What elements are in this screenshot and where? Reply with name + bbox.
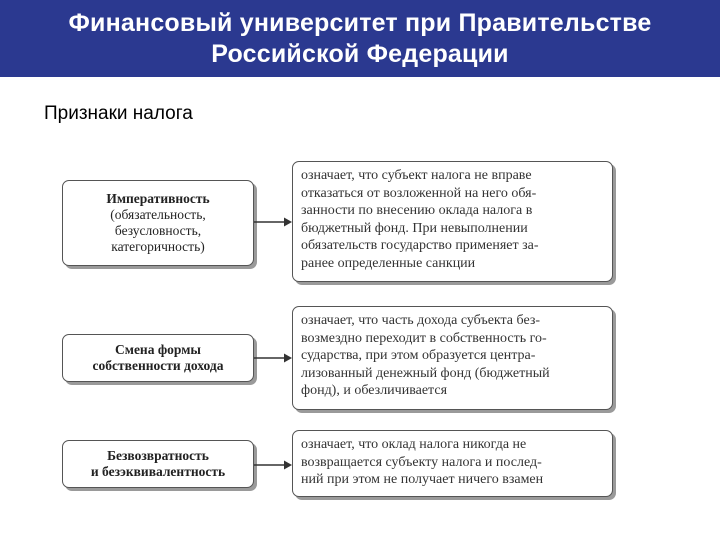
term-line: Безвозвратность: [107, 448, 209, 463]
term-line: собственности дохода: [92, 358, 224, 373]
arrow-right-icon: [254, 459, 292, 471]
definition-line: сударства, при этом образуется центра-: [301, 348, 536, 364]
term-box-ownership-change: [62, 334, 254, 382]
section-title: Признаки налога: [44, 103, 193, 124]
term-line: и безэквивалентность: [90, 464, 226, 479]
definition-line: занности по внесению оклада налога в: [301, 203, 533, 219]
definition-box-irrevocability: [292, 430, 613, 497]
term-line: безусловность,: [114, 223, 202, 238]
definition-line: лизованный денежный фонд (бюджетный: [301, 365, 550, 381]
definition-line: означает, что субъект налога не вправе: [301, 168, 532, 183]
title-line-2: Российской Федерации: [211, 40, 509, 68]
definition-box-ownership-change: [292, 306, 613, 410]
arrow-right-icon: [254, 216, 292, 228]
definition-box-imperative: [292, 161, 613, 282]
definition-line: отказаться от возложенной на него обя-: [301, 185, 537, 201]
title-line-1: Финансовый университет при Правительстве: [68, 9, 652, 37]
definition-line: возвращается субъекту налога и послед-: [301, 454, 542, 470]
term-line: категоричность): [111, 239, 205, 254]
definition-line: ранее определенные санкции: [301, 255, 476, 271]
term-box-irrevocability: [62, 440, 254, 488]
definition-line: означает, что оклад налога никогда не: [301, 437, 527, 452]
title-banner: [0, 0, 720, 77]
arrow-right-icon: [254, 352, 292, 364]
term-line: Императивность: [106, 191, 210, 206]
definition-line: обязательств государство применяет за-: [301, 238, 539, 254]
definition-line: фонд), и обезличивается: [301, 383, 448, 399]
term-line: Смена формы: [115, 342, 201, 357]
definition-line: бюджетный фонд. При невыполнении: [301, 220, 528, 236]
term-box-imperative: [62, 180, 254, 266]
definition-line: возмездно переходит в собственность го-: [301, 330, 547, 346]
definition-line: означает, что часть дохода субъекта без-: [301, 313, 541, 328]
term-line: (обязательность,: [110, 207, 206, 222]
definition-line: ний при этом не получает ничего взамен: [301, 472, 544, 488]
